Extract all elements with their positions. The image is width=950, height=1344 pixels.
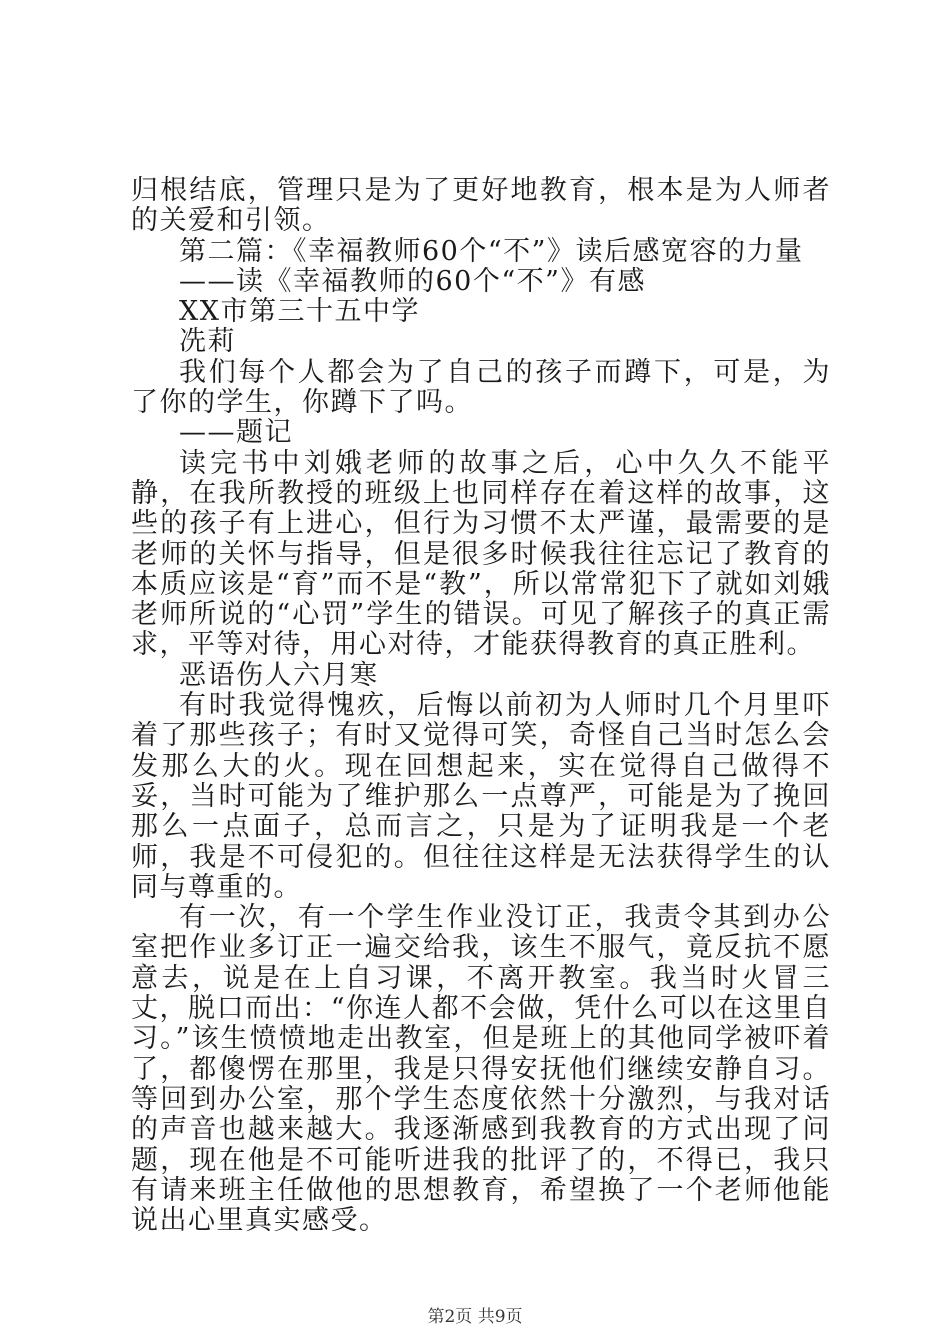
paragraph-reflection: 读完书中刘娥老师的故事之后，心中久久不能平静，在我所教授的班级上也同样存在着这样的故事，这些的孩子有上进心，但行为习惯不太严谨，最需要的是老师的关怀与指导，但是很多时候我往往忘记了教育的本质应该是“育”而不是“教”，所以常常犯下了就如刘娥老师所说的“心罚”学生的错误。可见了解孩子的真正需求，平等对待，用心对待，才能获得教育的真正胜利。 (131, 447, 831, 661)
article-title: 第二篇：《幸福教师60个“不”》读后感宽容的力量 (179, 235, 804, 267)
paragraph-conclusion: 归根结底，管理只是为了更好地教育，根本是为人师者的关爱和引领。 (131, 175, 831, 237)
epigraph-attribution: ——题记 (179, 417, 293, 449)
author-school: XX市第三十五中学 (179, 296, 420, 328)
paragraph-story: 有一次，有一个学生作业没订正，我责令其到办公室把作业多订正一遍交给我，该生不服气，竟反抗不愿意去，说是在上自习课，不离开教室。我当时火冒三丈，脱口而出：“你连人都不会做，凭什么可以在这里自习。”该生愤愤地走出教室，但是班上的其他同学被吓着了，都傻愣在那里，我是只得安抚他们继续安静自习。等回到办公室，那个学生态度依然十分激烈，与我对话的声音也越来越大。我逐渐感到我教育的方式出现了问题，现在他是不可能听进我的批评了的，不得已，我只有请来班主任做他的思想教育，希望换了一个老师他能说出心里真实感受。 (131, 902, 831, 1237)
section-heading: 恶语伤人六月寒 (179, 659, 379, 691)
paragraph-regret: 有时我觉得愧疚，后悔以前初为人师时几个月里吓着了那些孩子；有时又觉得可笑，奇怪自己当时怎么会发那么大的火。现在回想起来，实在觉得自己做得不妥，当时可能为了维护那么一点尊严，可能是为了挽回那么一点面子，总而言之，只是为了证明我是一个老师，我是不可侵犯的。但往往这样是无法获得学生的认同与尊重的。 (131, 690, 831, 903)
page-footer: 第2页 共9页 (427, 1307, 523, 1327)
article-subtitle: ——读《幸福教师的60个“不”》有感 (179, 265, 646, 297)
epigraph: 我们每个人都会为了自己的孩子而蹲下，可是，为了你的学生，你蹲下了吗。 (131, 356, 831, 419)
author-name: 冼莉 (179, 326, 236, 358)
document-body (131, 176, 831, 1236)
